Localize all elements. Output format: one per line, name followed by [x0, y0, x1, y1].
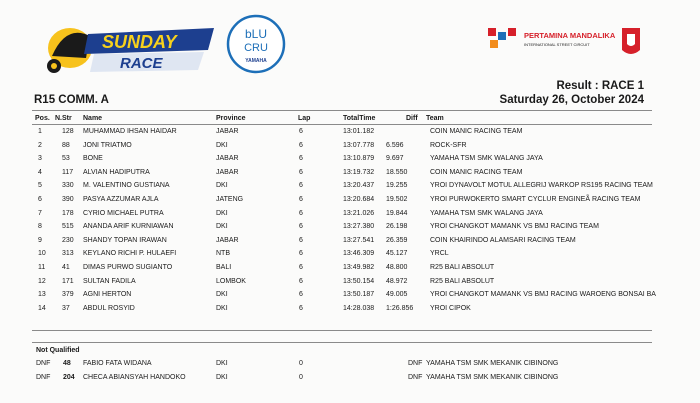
cell-name: ALVIAN HADIPUTRA: [83, 168, 150, 176]
cell-lap: 6: [299, 277, 303, 285]
cell-diff: 48.800: [386, 264, 408, 271]
cell-team: COIN MANIC RACING TEAM: [430, 168, 523, 176]
cell-diff: 48.972: [386, 277, 408, 285]
cell-lap: 6: [299, 209, 303, 217]
cell-province: DKI: [216, 360, 228, 367]
cell-status: DNF: [408, 360, 423, 367]
cell-name: ANANDA ARIF KURNIAWAN: [83, 223, 174, 231]
cell-team: COIN MANIC RACING TEAM: [430, 128, 523, 135]
cell-time: 13:07.778: [343, 141, 375, 149]
cell-time: 13:46.309: [343, 250, 375, 258]
cell-province: JATENG: [216, 196, 244, 203]
col-team: Team: [426, 115, 444, 122]
cell-pos: 11: [38, 264, 46, 271]
race-date: Saturday 26, October 2024: [499, 94, 644, 106]
header-rule-top: [32, 110, 652, 111]
cell-pos: 13: [38, 291, 46, 299]
cell-pos: 4: [38, 168, 42, 176]
cell-time: 13:20.684: [343, 196, 375, 203]
cell-pos: 2: [38, 141, 42, 149]
cell-pos: 6: [38, 196, 42, 203]
cell-nstr: 379: [62, 291, 74, 299]
cell-nstr: 53: [62, 155, 70, 163]
cell-name: SULTAN FADILA: [83, 277, 136, 285]
cell-lap: 6: [299, 168, 303, 176]
cell-lap: 6: [299, 291, 303, 299]
cell-pos: DNF: [36, 374, 51, 381]
cell-province: DKI: [216, 223, 228, 231]
table-row: [0, 196, 700, 209]
cell-pos: 3: [38, 155, 42, 163]
cell-team: YROI PURWOKERTO SMART CYCLUR ENGINEÃ RACING TEAM: [430, 196, 641, 203]
cell-nstr: 171: [62, 277, 74, 285]
cell-nstr: 48: [63, 360, 71, 367]
cell-name: BONE: [83, 155, 103, 163]
cell-diff: 49.005: [386, 291, 408, 299]
col-name: Name: [83, 115, 103, 122]
header-rule-bottom: [32, 124, 652, 125]
cell-nstr: 178: [62, 209, 74, 217]
cell-name: CHECA ABIANSYAH HANDOKO: [83, 374, 186, 381]
cell-nstr: 313: [62, 250, 74, 258]
cell-name: JONI TRIATMO: [83, 141, 132, 149]
cell-time: 13:19.732: [343, 168, 375, 176]
cell-pos: 7: [38, 209, 42, 217]
cell-province: DKI: [216, 141, 228, 149]
cell-province: NTB: [216, 250, 230, 258]
cell-lap: 0: [299, 360, 303, 367]
table-row: [0, 237, 700, 250]
logo-yamaha-text: YAMAHA: [245, 58, 267, 64]
cell-pos: DNF: [36, 360, 51, 367]
cell-name: AGNI HERTON: [83, 291, 132, 299]
cell-time: 13:01.182: [343, 128, 375, 135]
cell-pos: 14: [38, 304, 46, 312]
cell-team: YAMAHA TSM SMK MEKANIK CIBINONG: [426, 360, 559, 367]
cell-team: R25 BALI ABSOLUT: [430, 277, 495, 285]
cell-pos: 10: [38, 250, 46, 258]
table-row: [0, 291, 700, 304]
cell-nstr: 204: [63, 374, 75, 381]
logo-cru-text: CRU: [244, 42, 268, 54]
cell-time: 13:27.380: [343, 223, 375, 231]
cell-time: 13:21.026: [343, 209, 375, 217]
results-rule-end: [32, 330, 652, 331]
cell-team: YAMAHA TSM SMK WALANG JAYA: [430, 209, 543, 217]
cell-name: KEYLANO RICHI P. HULAEFI: [83, 250, 177, 258]
cell-lap: 6: [299, 223, 303, 231]
cell-nstr: 230: [62, 236, 74, 244]
cell-team: YAMAHA TSM SMK MEKANIK CIBINONG: [426, 374, 559, 381]
cell-lap: 6: [299, 196, 303, 203]
cell-status: DNF: [408, 374, 423, 381]
cell-lap: 6: [299, 182, 303, 190]
cell-time: 13:50.187: [343, 291, 375, 299]
table-row: [0, 264, 700, 277]
table-row: [0, 169, 700, 182]
col-diff: Diff: [406, 115, 418, 122]
cell-time: 13:49.982: [343, 264, 375, 271]
cell-province: DKI: [216, 304, 228, 312]
logo-pertamina-text: PERTAMINA MANDALIKA: [524, 31, 616, 40]
cell-pos: 1: [38, 128, 42, 135]
table-row: [0, 142, 700, 155]
cell-lap: 6: [299, 250, 303, 258]
cell-province: BALI: [216, 264, 232, 271]
sunday-race-logo: [28, 14, 218, 78]
class-name: R15 COMM. A: [34, 94, 109, 106]
cell-time: 13:27.541: [343, 236, 375, 244]
cell-lap: 6: [299, 236, 303, 244]
table-row: [0, 223, 700, 236]
cell-province: JABAR: [216, 236, 239, 244]
cell-diff: 19.502: [386, 196, 408, 203]
cell-nstr: 117: [62, 168, 74, 176]
cell-nstr: 515: [62, 223, 74, 231]
cell-time: 13:10.879: [343, 155, 375, 163]
cell-pos: 8: [38, 223, 42, 231]
cell-province: LOMBOK: [216, 277, 246, 285]
cell-name: PASYA AZZUMAR AJLA: [83, 196, 159, 203]
table-row: [0, 250, 700, 263]
cell-team: YROI CHANGKOT MAMANK VS BMJ RACING WAROENG BONSAI BA: [430, 291, 656, 299]
table-row: [0, 210, 700, 223]
table-row: [0, 305, 700, 318]
not-qualified-title: Not Qualified: [36, 347, 80, 354]
cell-name: FABIO FATA WIDANA: [83, 360, 152, 367]
cell-lap: 6: [299, 141, 303, 149]
col-province: Province: [216, 115, 246, 122]
table-row: [0, 182, 700, 195]
table-row: [0, 155, 700, 168]
col-pos: Pos.: [35, 115, 50, 122]
cell-team: YRCL: [430, 250, 449, 258]
cell-province: JABAR: [216, 128, 239, 135]
cell-diff: 19.255: [386, 182, 408, 190]
pertamina-mandalika-logo: [486, 24, 646, 60]
result-label: Result : RACE 1: [556, 80, 644, 92]
cell-nstr: 390: [62, 196, 74, 203]
cell-name: MUHAMMAD IHSAN HAIDAR: [83, 128, 177, 135]
table-row: [0, 128, 700, 141]
cell-team: YROI DYNAVOLT MOTUL ALLEGRIJ WARKOP RS195 RACING TEAM: [430, 182, 653, 190]
cell-time: 13:50.154: [343, 277, 375, 285]
blu-cru-logo: [226, 14, 286, 74]
cell-province: JABAR: [216, 155, 239, 163]
cell-pos: 9: [38, 236, 42, 244]
cell-nstr: 330: [62, 182, 74, 190]
cell-province: DKI: [216, 209, 228, 217]
cell-diff: 26.359: [386, 236, 408, 244]
cell-name: M. VALENTINO GUSTIANA: [83, 182, 170, 190]
col-lap: Lap: [298, 115, 311, 122]
cell-province: DKI: [216, 291, 228, 299]
cell-nstr: 128: [62, 128, 74, 135]
cell-nstr: 37: [62, 304, 70, 312]
nq-row: [0, 374, 700, 387]
cell-province: DKI: [216, 374, 228, 381]
cell-lap: 0: [299, 374, 303, 381]
cell-team: COIN KHAIRINDO ALAMSARI RACING TEAM: [430, 236, 576, 244]
cell-team: ROCK-SFR: [430, 141, 467, 149]
cell-diff: 9.697: [386, 155, 404, 163]
cell-team: YROI CIPOK: [430, 304, 471, 312]
cell-nstr: 88: [62, 141, 70, 149]
logo-circuit-text: INTERNATIONAL STREET CIRCUIT: [524, 42, 590, 47]
cell-diff: 45.127: [386, 250, 408, 258]
cell-nstr: 41: [62, 264, 70, 271]
cell-diff: 1:26.856: [386, 304, 414, 312]
cell-lap: 6: [299, 128, 303, 135]
cell-time: 13:20.437: [343, 182, 375, 190]
nq-row: [0, 360, 700, 373]
cell-name: DIMAS PURWO SUGIANTO: [83, 264, 173, 271]
cell-province: DKI: [216, 182, 228, 190]
nq-rule-top: [32, 342, 652, 343]
cell-lap: 6: [299, 264, 303, 271]
cell-name: CYRIO MICHAEL PUTRA: [83, 209, 164, 217]
cell-time: 14:28.038: [343, 304, 375, 312]
cell-pos: 5: [38, 182, 42, 190]
logo-race-text: RACE: [120, 55, 163, 72]
cell-name: SHANDY TOPAN IRAWAN: [83, 236, 167, 244]
cell-team: R25 BALI ABSOLUT: [430, 264, 495, 271]
cell-diff: 26.198: [386, 223, 408, 231]
table-row: [0, 278, 700, 291]
cell-lap: 6: [299, 155, 303, 163]
cell-diff: 18.550: [386, 168, 408, 176]
col-totaltime: TotalTime: [343, 115, 376, 122]
cell-name: ABDUL ROSYID: [83, 304, 135, 312]
cell-team: YROI CHANGKOT MAMANK VS BMJ RACING TEAM: [430, 223, 599, 231]
cell-diff: 19.844: [386, 209, 408, 217]
col-nstr: N.Str: [55, 115, 72, 122]
cell-diff: 6.596: [386, 141, 404, 149]
logo-blu-text: bLU: [244, 27, 268, 41]
cell-lap: 6: [299, 304, 303, 312]
cell-pos: 12: [38, 277, 46, 285]
logo-sunday-text: SUNDAY: [102, 32, 177, 52]
cell-province: JABAR: [216, 168, 239, 176]
cell-team: YAMAHA TSM SMK WALANG JAYA: [430, 155, 543, 163]
